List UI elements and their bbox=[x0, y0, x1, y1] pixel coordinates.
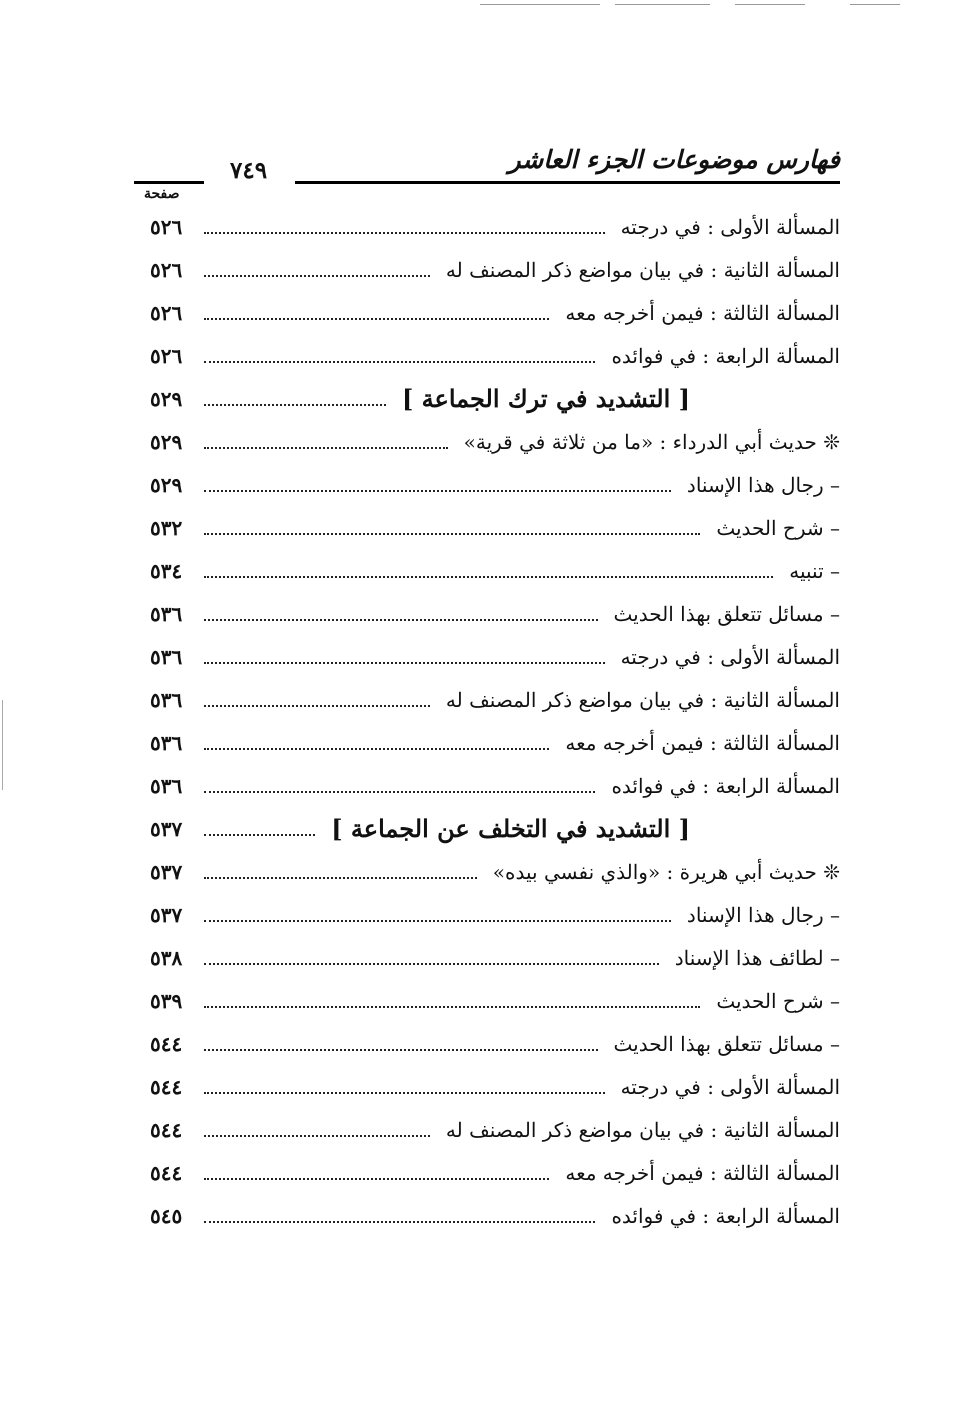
toc-entry bbox=[150, 678, 840, 721]
dot-leader bbox=[204, 1049, 598, 1051]
dot-leader bbox=[204, 447, 448, 449]
toc-page-number: ٥٢٦ bbox=[150, 300, 183, 325]
scan-edge-line bbox=[735, 4, 805, 5]
toc-entry-title: – شرح الحديث bbox=[716, 988, 840, 1013]
toc-entry bbox=[150, 463, 840, 506]
dot-leader bbox=[204, 748, 549, 750]
toc-entry bbox=[150, 420, 840, 463]
toc-page-number: ٥٢٦ bbox=[150, 343, 183, 368]
toc-entry bbox=[150, 635, 840, 678]
toc-entry-title: – مسائل تتعلق بهذا الحديث bbox=[613, 601, 840, 626]
scan-edge-line bbox=[850, 4, 900, 5]
page-column-rule bbox=[134, 181, 204, 184]
toc-entry bbox=[150, 1151, 840, 1194]
dot-leader bbox=[204, 1135, 430, 1137]
toc-page-number: ٥٢٦ bbox=[150, 214, 183, 239]
dot-leader bbox=[204, 963, 659, 965]
toc-entry-title: المسألة الأولى : في درجته bbox=[620, 1074, 840, 1099]
scan-edge-line bbox=[480, 4, 600, 5]
dot-leader bbox=[204, 619, 598, 621]
toc-section-heading bbox=[150, 377, 840, 420]
toc-entry bbox=[150, 936, 840, 979]
scan-edge-line bbox=[615, 4, 710, 5]
toc-entry-title: المسألة الثانية : في بيان مواضع ذكر المصنف له bbox=[445, 1117, 840, 1142]
toc-entry-title: – لطائف هذا الإسناد bbox=[674, 945, 840, 970]
toc-page-number: ٥٣٨ bbox=[150, 945, 183, 970]
toc-entry-title: ❊ حديث أبي هريرة : «والذي نفسي بيده» bbox=[492, 859, 840, 884]
toc-entry-title: المسألة الثالثة : فيمن أخرجه معه bbox=[565, 1160, 840, 1185]
toc-entry bbox=[150, 1022, 840, 1065]
dot-leader bbox=[204, 1178, 549, 1180]
dot-leader bbox=[204, 834, 315, 836]
toc-page-number: ٥٢٩ bbox=[150, 386, 183, 411]
toc-entry bbox=[150, 248, 840, 291]
toc-page-number: ٥٤٤ bbox=[150, 1074, 183, 1099]
dot-leader bbox=[204, 318, 549, 320]
dot-leader bbox=[204, 705, 430, 707]
toc-entry bbox=[150, 205, 840, 248]
toc-entry-title: المسألة الرابعة : في فوائده bbox=[611, 343, 840, 368]
toc-entry-title: المسألة الثانية : في بيان مواضع ذكر المصنف له bbox=[445, 687, 840, 712]
toc-entry-title: [ التشديد في ترك الجماعة ] bbox=[401, 384, 690, 413]
toc-entry-title: المسألة الثانية : في بيان مواضع ذكر المصنف له bbox=[445, 257, 840, 282]
toc-page-number: ٥٣٩ bbox=[150, 988, 183, 1013]
toc-entry bbox=[150, 549, 840, 592]
toc-entry bbox=[150, 721, 840, 764]
toc-page-number: ٥٣٦ bbox=[150, 773, 183, 798]
toc-page-number: ٥٣٧ bbox=[150, 816, 183, 841]
toc-entry bbox=[150, 764, 840, 807]
toc-page-number: ٥٤٤ bbox=[150, 1160, 183, 1185]
toc-entry bbox=[150, 1065, 840, 1108]
toc-entry-title: [ التشديد في التخلف عن الجماعة ] bbox=[331, 814, 690, 843]
toc-entry bbox=[150, 850, 840, 893]
dot-leader bbox=[204, 576, 773, 578]
toc-page-number: ٥٤٥ bbox=[150, 1203, 183, 1228]
dot-leader bbox=[204, 275, 430, 277]
dot-leader bbox=[204, 490, 671, 492]
dot-leader bbox=[204, 920, 671, 922]
toc-page-number: ٥٣٧ bbox=[150, 902, 183, 927]
toc-entry-title: المسألة الرابعة : في فوائده bbox=[611, 773, 840, 798]
running-title: فهارس موضوعات الجزء العاشر bbox=[508, 145, 840, 174]
toc-entry-title: المسألة الثالثة : فيمن أخرجه معه bbox=[565, 300, 840, 325]
dot-leader bbox=[204, 1221, 595, 1223]
dot-leader bbox=[204, 533, 700, 535]
toc-entry bbox=[150, 592, 840, 635]
toc-entry-title: المسألة الرابعة : في فوائده bbox=[611, 1203, 840, 1228]
toc-entry bbox=[150, 291, 840, 334]
toc-page-number: ٥٣٦ bbox=[150, 644, 183, 669]
toc-entry bbox=[150, 893, 840, 936]
dot-leader bbox=[204, 662, 605, 664]
toc-page-number: ٥٣٤ bbox=[150, 558, 183, 583]
toc-page-number: ٥٣٢ bbox=[150, 515, 183, 540]
toc-entry bbox=[150, 334, 840, 377]
toc-entry-title: – تنبيه bbox=[789, 558, 840, 583]
dot-leader bbox=[204, 791, 595, 793]
header-rule bbox=[295, 181, 840, 184]
toc-entry bbox=[150, 506, 840, 549]
toc-entry-title: – رجال هذا الإسناد bbox=[686, 902, 840, 927]
toc-page-number: ٥٣٦ bbox=[150, 687, 183, 712]
toc-entry-title: المسألة الأولى : في درجته bbox=[620, 214, 840, 239]
toc-page-number: ٥٢٩ bbox=[150, 429, 183, 454]
table-of-contents bbox=[150, 205, 840, 1237]
dot-leader bbox=[204, 361, 595, 363]
page-number: ٧٤٩ bbox=[230, 157, 268, 184]
toc-page-number: ٥٣٦ bbox=[150, 601, 183, 626]
toc-entry-title: – مسائل تتعلق بهذا الحديث bbox=[613, 1031, 840, 1056]
dot-leader bbox=[204, 877, 477, 879]
toc-entry-title: – شرح الحديث bbox=[716, 515, 840, 540]
toc-entry-title: – رجال هذا الإسناد bbox=[686, 472, 840, 497]
toc-entry bbox=[150, 1108, 840, 1151]
page-header bbox=[144, 145, 840, 202]
toc-page-number: ٥٤٤ bbox=[150, 1117, 183, 1142]
dot-leader bbox=[204, 232, 605, 234]
toc-page-number: ٥٢٩ bbox=[150, 472, 183, 497]
toc-entry-title: المسألة الثالثة : فيمن أخرجه معه bbox=[565, 730, 840, 755]
toc-page-number: ٥٤٤ bbox=[150, 1031, 183, 1056]
toc-page-number: ٥٣٦ bbox=[150, 730, 183, 755]
toc-entry bbox=[150, 1194, 840, 1237]
dot-leader bbox=[204, 404, 386, 406]
toc-entry bbox=[150, 979, 840, 1022]
dot-leader bbox=[204, 1092, 605, 1094]
toc-section-heading bbox=[150, 807, 840, 850]
page-column-label: صفحة bbox=[144, 186, 180, 202]
scan-margin-line bbox=[2, 700, 3, 790]
toc-entry-title: ❊ حديث أبي الدرداء : «ما من ثلاثة في قرية» bbox=[463, 429, 840, 454]
toc-page-number: ٥٣٧ bbox=[150, 859, 183, 884]
toc-page-number: ٥٢٦ bbox=[150, 257, 183, 282]
toc-entry-title: المسألة الأولى : في درجته bbox=[620, 644, 840, 669]
dot-leader bbox=[204, 1006, 700, 1008]
